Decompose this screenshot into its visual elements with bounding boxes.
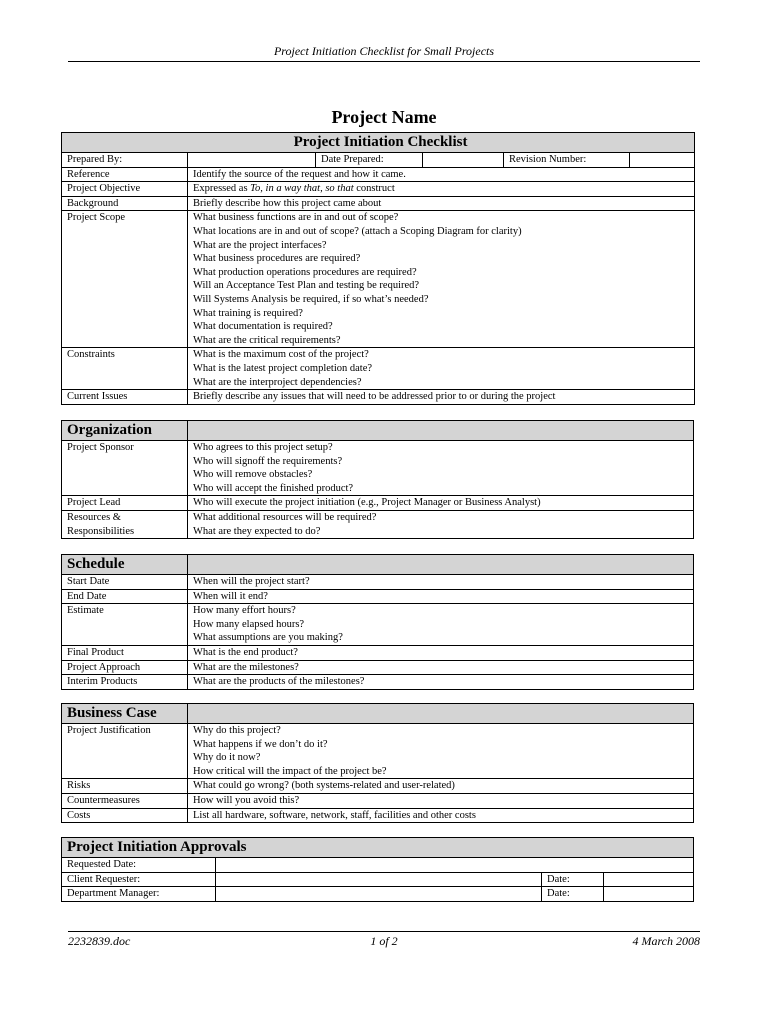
department-manager-label: Department Manager: [62,887,216,902]
scope-line: What training is required? [193,307,303,319]
date-prepared-label: Date Prepared: [316,153,423,168]
schedule-heading: Schedule [62,555,188,575]
heading-blank [188,421,694,441]
organization-heading: Organization [62,421,188,441]
footer-page-number: 1 of 2 [370,934,398,948]
objective-italic: To, in a way that, so that [250,183,354,195]
row-label [62,510,188,538]
estimate-line: What assumptions are you making? [193,632,343,644]
row-label: Project Approach [62,660,188,675]
resource-line: What additional resources will be required? [193,511,377,523]
footer-rule [68,931,700,932]
manager-date-field[interactable] [604,887,694,902]
row-label: End Date [62,589,188,604]
row-text: When will it end? [188,589,694,604]
row-text [188,604,694,646]
row-text: What are the milestones? [188,660,694,675]
heading-blank [188,704,694,724]
client-date-field[interactable] [604,872,694,887]
justification-line: Why do it now? [193,752,261,764]
approvals-table [61,837,694,902]
client-requester-label: Client Requester: [62,872,216,887]
business-case-table [61,703,694,823]
sponsor-line: Who agrees to this project setup? [193,442,333,453]
client-requester-field[interactable] [216,872,542,887]
row-label: Project Lead [62,496,188,511]
row-text: What are the products of the milestones? [188,675,694,690]
page-header: Project Initiation Checklist for Small Projects [273,44,495,58]
approvals-heading: Project Initiation Approvals [62,838,694,858]
row-text [188,441,694,496]
scope-line: Will Systems Analysis be required, if so what’s needed? [193,293,429,305]
row-text: Briefly describe how this project came about [188,196,695,211]
row-label: Estimate [62,604,188,646]
row-text [188,724,694,779]
requested-date-field[interactable] [216,858,694,873]
justification-line: How critical will the impact of the project be? [193,765,387,777]
revision-number-field[interactable] [630,153,695,168]
department-manager-field[interactable] [216,887,542,902]
checklist-table [61,132,695,405]
constraint-line: What is the latest project completion date? [193,362,373,374]
row-label: Project Sponsor [62,441,188,496]
scope-line: What locations are in and out of scope? (attach a Scoping Diagram for clarity) [193,225,522,237]
prepared-by-label: Prepared By: [62,153,188,168]
header-rule [68,61,700,62]
manager-date-label: Date: [542,887,604,902]
label-line: Responsibilities [67,525,135,537]
row-label: Project Justification [62,724,188,779]
row-label: Project Objective [62,182,188,197]
client-date-label: Date: [542,872,604,887]
requested-date-label: Requested Date: [62,858,216,873]
justification-line: Why do this project? [193,725,281,736]
row-text: Briefly describe any issues that will need to be addressed prior to or during the project [188,390,695,405]
scope-line: What business procedures are required? [193,253,361,265]
row-text [188,510,694,538]
checklist-heading: Project Initiation Checklist [62,133,695,153]
date-prepared-field[interactable] [423,153,504,168]
organization-table [61,420,694,539]
sponsor-line: Who will remove obstacles? [193,469,313,481]
resource-line: What are they expected to do? [193,525,321,537]
estimate-line: How many elapsed hours? [193,618,305,630]
objective-prefix: Expressed as [193,183,251,195]
row-label: Constraints [62,348,188,390]
scope-line: Will an Acceptance Test Plan and testing be required? [193,280,420,292]
row-label: Risks [62,779,188,794]
business-case-heading: Business Case [62,704,188,724]
row-label: Reference [62,167,188,182]
row-text [188,182,695,197]
sponsor-line: Who will signoff the requirements? [193,455,343,467]
row-text: What could go wrong? (both systems-related and user-related) [188,779,694,794]
scope-line: What production operations procedures are required? [193,266,417,278]
scope-line: What are the project interfaces? [193,239,327,251]
estimate-line: How many effort hours? [193,605,296,617]
row-label: Final Product [62,645,188,660]
constraint-line: What are the interproject dependencies? [193,376,362,388]
justification-line: What happens if we don’t do it? [193,738,328,750]
constraint-line: What is the maximum cost of the project? [193,349,369,361]
row-label: Project Scope [62,211,188,348]
row-text: Who will execute the project initiation (e.g., Project Manager or Business Analyst) [188,496,694,511]
revision-number-label: Revision Number: [504,153,630,168]
row-label: Background [62,196,188,211]
schedule-table [61,554,694,690]
label-line: Resources & [67,511,121,523]
prepared-by-field[interactable] [188,153,316,168]
row-text: When will the project start? [188,575,694,590]
footer-date: 4 March 2008 [632,934,700,948]
row-text: How will you avoid this? [188,793,694,808]
row-label: Start Date [62,575,188,590]
row-text: Identify the source of the request and how it came. [188,167,695,182]
scope-line: What are the critical requirements? [193,334,341,346]
row-label: Interim Products [62,675,188,690]
footer-filename: 2232839.doc [68,934,131,948]
row-text: What is the end product? [188,645,694,660]
row-label: Costs [62,808,188,823]
heading-blank [188,555,694,575]
row-text [188,348,695,390]
page-title: Project Name [331,107,437,127]
row-text: List all hardware, software, network, staff, facilities and other costs [188,808,694,823]
sponsor-line: Who will accept the finished product? [193,482,354,494]
scope-line: What business functions are in and out of scope? [193,212,399,224]
row-label: Countermeasures [62,793,188,808]
row-text [188,211,695,348]
scope-line: What documentation is required? [193,321,333,333]
row-label: Current Issues [62,390,188,405]
objective-suffix: construct [353,183,395,195]
